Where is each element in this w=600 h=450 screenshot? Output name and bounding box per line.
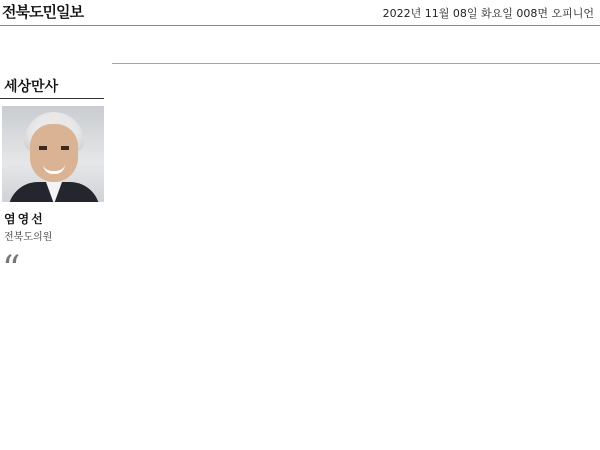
article-column-2 <box>234 70 345 448</box>
section-divider <box>0 98 104 99</box>
article-column-3 <box>354 70 465 448</box>
masthead <box>0 0 600 24</box>
author-sidebar <box>0 66 108 450</box>
author-portrait <box>2 106 104 202</box>
article-column-4 <box>476 70 587 448</box>
headline-divider <box>112 63 600 64</box>
article-column-1 <box>114 70 225 448</box>
newspaper-name: 전북도민일보 <box>2 3 83 21</box>
portrait-eyes <box>39 146 69 150</box>
quote-mark-icon: “ <box>2 249 21 290</box>
date-line: 2022년 11월 08일 화요일 008면 오피니언 <box>382 7 594 20</box>
author-name: 염영선 <box>4 212 45 226</box>
top-divider <box>0 25 600 26</box>
author-title: 전북도의원 <box>4 232 53 243</box>
section-name: 세상만사 <box>4 79 59 95</box>
